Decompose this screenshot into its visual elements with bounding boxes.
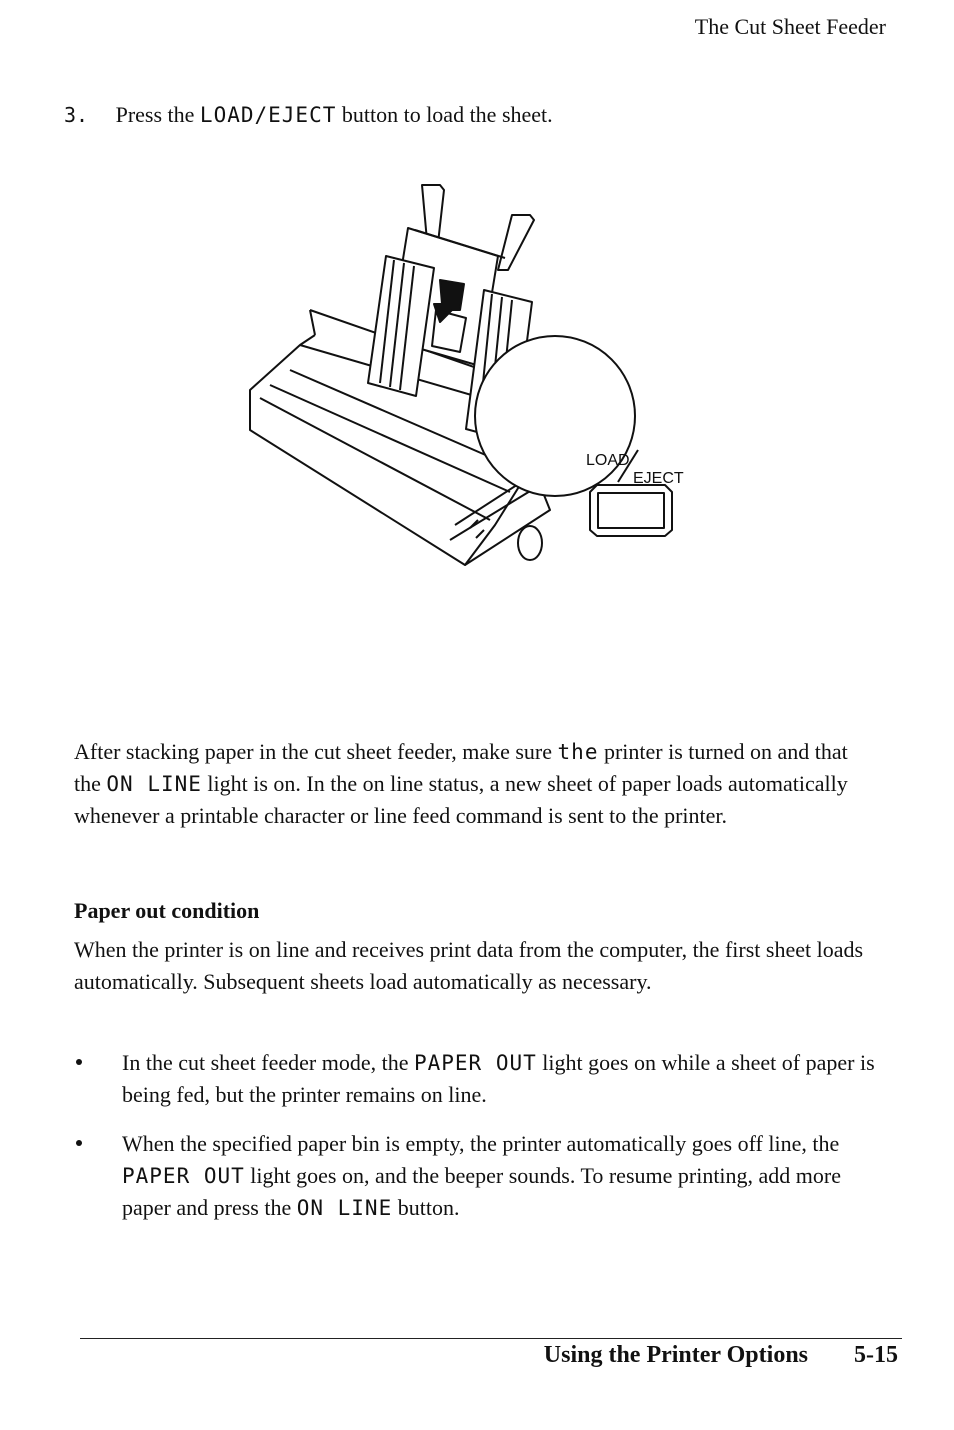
running-header: The Cut Sheet Feeder xyxy=(694,14,886,39)
bullet2-text-3: button. xyxy=(397,1195,460,1220)
bullet-icon xyxy=(76,1059,82,1065)
para1-code-the: the xyxy=(557,740,599,764)
step-number: 3. xyxy=(64,103,89,127)
paper-out-code: PAPER OUT xyxy=(413,1051,537,1075)
section-heading: Paper out condition xyxy=(74,898,260,923)
printer-illustration xyxy=(240,180,740,620)
bullet-item xyxy=(76,1128,876,1224)
bullet1-text-2: light goes on while a sheet of paper is being fed, but the printer remains on line. xyxy=(122,1050,875,1107)
para1-text-2: printer is turned on and that the xyxy=(74,739,848,796)
load-eject-code: LOAD/EJECT xyxy=(199,103,337,127)
bullet2-text-1: When the specified paper bin is empty, the printer automatically goes off line, the xyxy=(122,1131,840,1156)
page-footer xyxy=(544,1342,898,1369)
para1-text-3: light is on. In the on line status, a new sheet of paper loads automatically whenever a printable character or line feed command is sent to the printer. xyxy=(74,771,848,828)
step-text-after: button to load the sheet. xyxy=(341,102,553,127)
para1-text-1: After stacking paper in the cut sheet feeder, make sure xyxy=(74,739,553,764)
bullet2-text-2: light goes on, and the beeper sounds. To resume printing, add more paper and press the xyxy=(122,1163,842,1220)
paper-out-code: PAPER OUT xyxy=(122,1164,245,1188)
bullet1-text-1: In the cut sheet feeder mode, the xyxy=(122,1050,409,1075)
on-line-code: ON LINE xyxy=(296,1196,393,1220)
bullet-icon xyxy=(76,1140,82,1146)
footer-divider xyxy=(80,1338,902,1339)
paragraph-stacking xyxy=(74,736,864,832)
on-line-code: ON LINE xyxy=(106,772,202,796)
paragraph-paper-out: When the printer is on line and receives print data from the computer, the first sheet loads automatically. Subsequent sheets load automatically as necessary. xyxy=(74,937,864,994)
callout-eject-label: EJECT xyxy=(633,470,684,487)
footer-section-title: Using the Printer Options xyxy=(543,1342,808,1368)
bullet-item xyxy=(76,1047,876,1111)
page-number: 5-15 xyxy=(854,1342,898,1368)
step-3 xyxy=(64,102,553,128)
printer-with-cut-sheet-feeder-drawing xyxy=(240,180,740,620)
step-text-before: Press the xyxy=(115,102,195,127)
callout-load-label: LOAD xyxy=(586,452,630,469)
